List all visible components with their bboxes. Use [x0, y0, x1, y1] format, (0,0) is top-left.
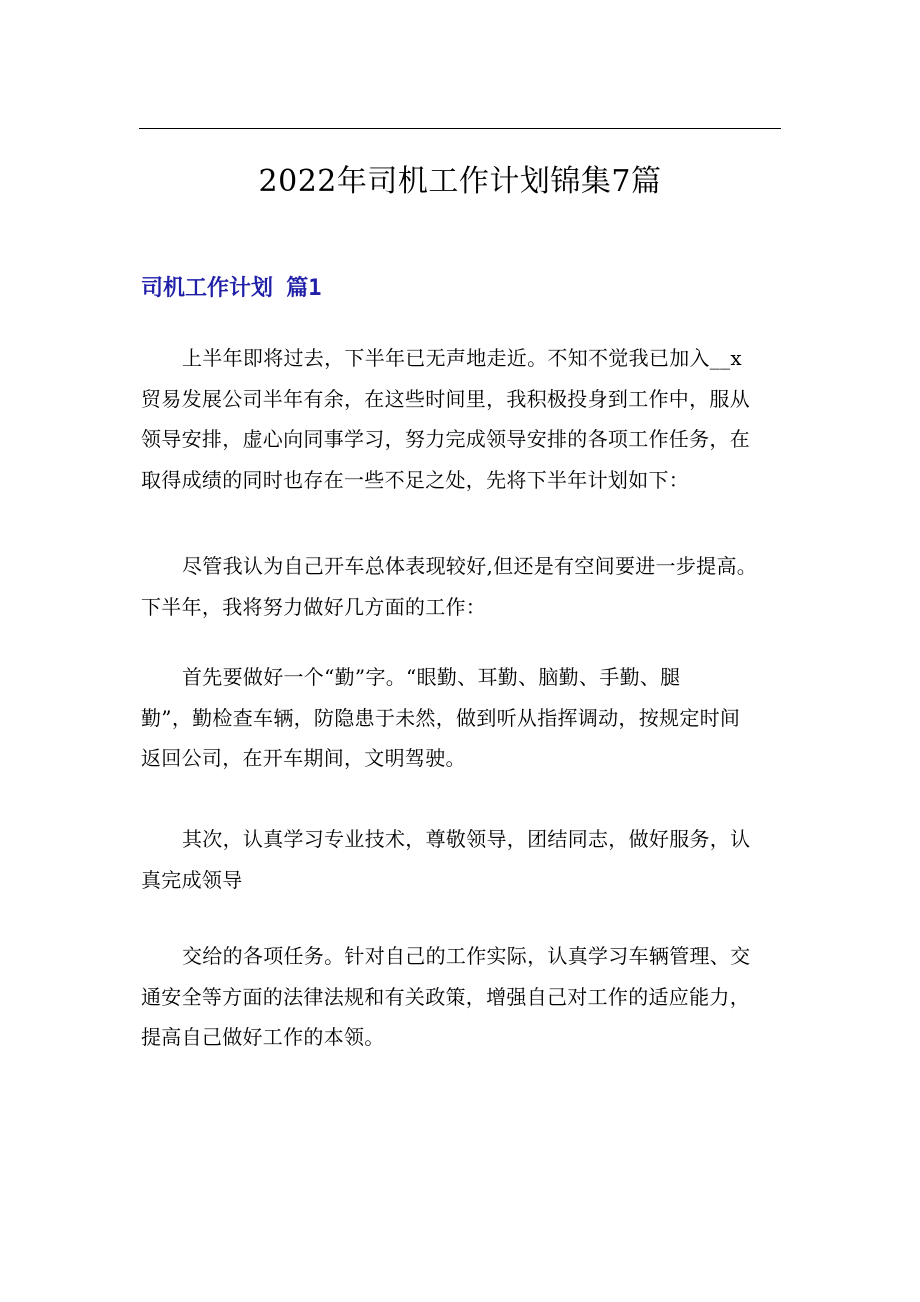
paragraph-1: [141, 338, 791, 500]
paragraph-5: [141, 936, 791, 1058]
paragraph-line: 上半年即将过去，下半年已无声地走近。不知不觉我已加入__x: [182, 346, 742, 370]
paragraph-line: 取得成绩的同时也存在一些不足之处，先将下半年计划如下：: [141, 467, 690, 492]
paragraph-line: 提高自己做好工作的本领。: [141, 1025, 385, 1049]
paragraph-line: 首先要做好一个“勤”字。“眼勤、耳勤、脑勤、手勤、腿: [182, 665, 681, 689]
paragraph-4: [141, 819, 791, 900]
paragraph-line: 交给的各项任务。针对自己的工作实际，认真学习车辆管理、交: [182, 944, 751, 968]
paragraph-line: 贸易发展公司半年有余，在这些时间里，我积极投身到工作中，服从: [141, 386, 750, 411]
paragraph-line: 领导安排，虚心向同事学习，努力完成领导安排的各项工作任务，在: [141, 427, 750, 451]
document-title: 2022年司机工作计划锦集7篇: [258, 164, 662, 199]
paragraph-line: 通安全等方面的法律法规和有关政策，增强自己对工作的适应能力，: [141, 984, 750, 1009]
paragraph-line: 尽管我认为自己开车总体表现较好,但还是有空间要进一步提高。: [182, 554, 758, 578]
paragraph-line: 勤”，勤检查车辆，防隐患于未然，做到听从指挥调动，按规定时间: [141, 705, 741, 730]
paragraph-line: 其次，认真学习专业技术，尊敬领导，团结同志，做好服务，认: [182, 827, 751, 851]
paragraph-3: [141, 657, 791, 779]
top-divider: [139, 128, 781, 129]
section-heading: 司机工作计划 篇1: [141, 276, 322, 301]
paragraph-line: 真完成领导: [141, 867, 243, 892]
paragraph-2: [141, 546, 791, 627]
paragraph-line: 下半年，我将努力做好几方面的工作：: [141, 594, 487, 619]
paragraph-line: 返回公司，在开车期间，文明驾驶。: [141, 746, 466, 770]
